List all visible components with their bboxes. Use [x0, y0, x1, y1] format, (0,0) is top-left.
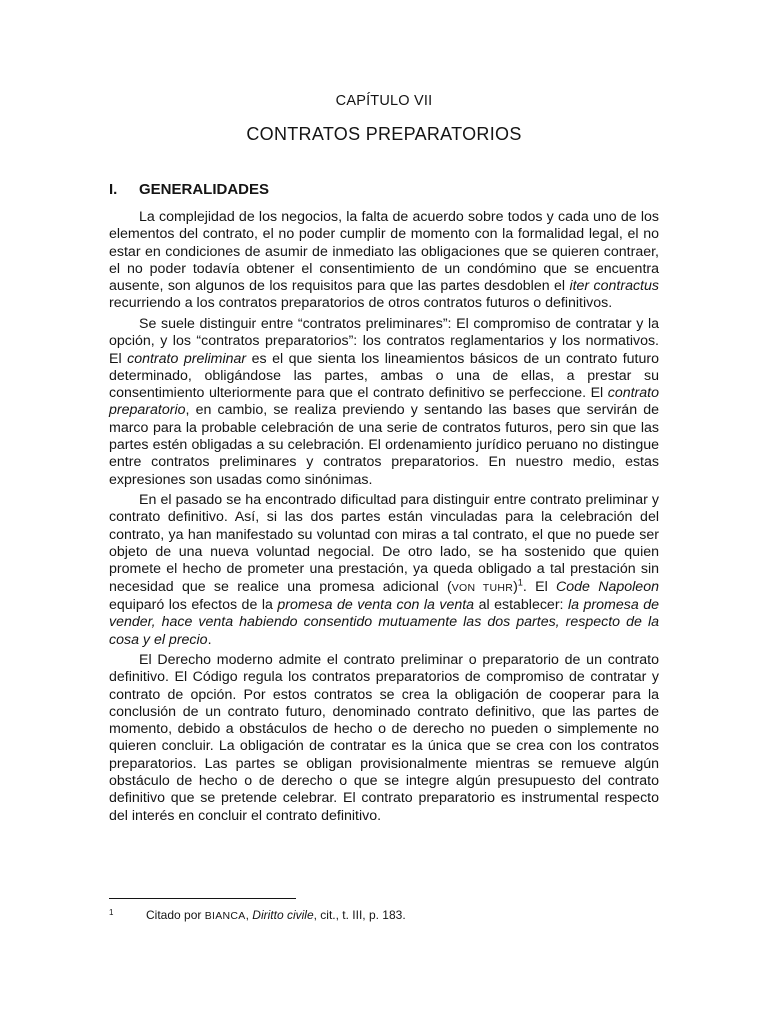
paragraph-3	[109, 492, 659, 649]
text-run: equiparó los efectos de la	[109, 596, 278, 613]
footnote-divider	[109, 898, 296, 899]
body-text	[109, 209, 659, 828]
paragraph-2	[109, 316, 659, 489]
text-run: La complejidad de los negocios, la falta de acuerdo sobre todos y cada uno de los elementos del contrato, el no poder cumplir de momento con la formalidad legal, el no estar en condiciones de asumir de inmediato las obligaciones que se quieren contraer, el no poder todavía obtener el consentimiento de un condómino que se encuentra ausente, son algunos de los requisitos para que las partes desdoblen el	[109, 209, 659, 295]
text-run: El Derecho moderno admite el contrato preliminar o preparatorio de un contrato definitivo. El Código regula los contratos preparatorios de compromiso de contratar y contrato de opción. Por estos contratos se crea la obligación de cooperar para la conclusión de un contrato futuro, denominado contrato definitivo, que las partes de momento, debido a obstáculos de hecho o de derecho no pueden o simplemente no quieren concluir. La obligación de contratar es la única que se crea con los contratos preparatorios. Las partes se obligan provisionalmente mientras se remueve algún obstáculo de hecho o de derecho o que se integre algún presupuesto del contrato definitivo que se pretende celebrar. El contrato preparatorio es instrumental respecto del interés en concluir el contrato definitivo.	[109, 651, 659, 824]
italic-run: Diritto civile	[252, 908, 314, 922]
paragraph-4	[109, 652, 659, 825]
chapter-title: CONTRATOS PREPARATORIOS	[246, 124, 522, 144]
text-run: En el pasado se ha encontrado dificultad para distinguir entre contrato preliminar y contrato definitivo. Así, si las dos partes están vinculadas para la celebración del contrato, ya han manifestado su voluntad con miras a tal contrato, el que no puede ser objeto de una nueva voluntad negocial. De otro lado, se ha sostenido que quien promete el hecho de prometer una prestación, ya queda obligado a tal prestación sin necesidad que se realice una promesa adicional (	[109, 492, 659, 595]
text-run: Citado por	[146, 908, 205, 922]
footnote	[109, 908, 659, 922]
chapter-label: CAPÍTULO VII	[335, 93, 433, 109]
italic-run: la promesa de vender, hace venta habiendo consentido mutuamente las dos partes, respecto de la cosa y el precio	[109, 596, 659, 648]
text-run: ,	[245, 908, 253, 922]
text-run: .	[207, 631, 212, 648]
footnote-marker: 1	[109, 908, 114, 917]
text-run: . El	[522, 578, 557, 595]
italic-run: contrato preliminar	[127, 350, 247, 367]
text-run: )	[513, 578, 518, 595]
italic-run: Code Napoleon	[556, 578, 659, 595]
footnote-reference: 1	[517, 576, 523, 587]
text-run: al establecer:	[474, 596, 568, 613]
italic-run: iter contractus	[569, 278, 659, 295]
section-title: GENERALIDADES	[139, 181, 270, 198]
text-run: es el que sienta los lineamientos básicos de un contrato futuro determinado, obligándose las partes, ambas o una de ellas, a prestar su consentimiento ulteriormente para que el contrato definitivo se perfeccione. El	[109, 350, 659, 402]
section-heading	[109, 181, 659, 198]
text-run: Se suele distinguir entre “contratos preliminares”: El compromiso de contratar y la opción, y los “contratos preparatorios”: los contratos reglamentarios y los normativos. El	[109, 315, 659, 367]
text-run: recurriendo a los contratos preparatorios de otros contratos futuros o definitivos.	[109, 295, 613, 312]
section-number: I.	[109, 181, 118, 198]
italic-run: promesa de venta con la venta	[277, 596, 475, 613]
text-run: , cit., t. III, p. 183.	[313, 908, 406, 922]
author-smallcaps: BIANCA	[204, 910, 246, 922]
author-smallcaps: VON TUHR	[451, 581, 514, 594]
text-run: , en cambio, se realiza previendo y sentando las bases que servirán de marco para la probable celebración de una serie de contratos futuros, pero sin que las partes estén obligadas a su celebración. El ordenamiento jurídico peruano no distingue entre contratos preliminares y contratos preparatorios. En nuestro medio, estas expresiones son usadas como sinónimas.	[109, 402, 659, 488]
italic-run: contrato preparatorio	[109, 385, 659, 419]
paragraph-1	[109, 209, 659, 313]
